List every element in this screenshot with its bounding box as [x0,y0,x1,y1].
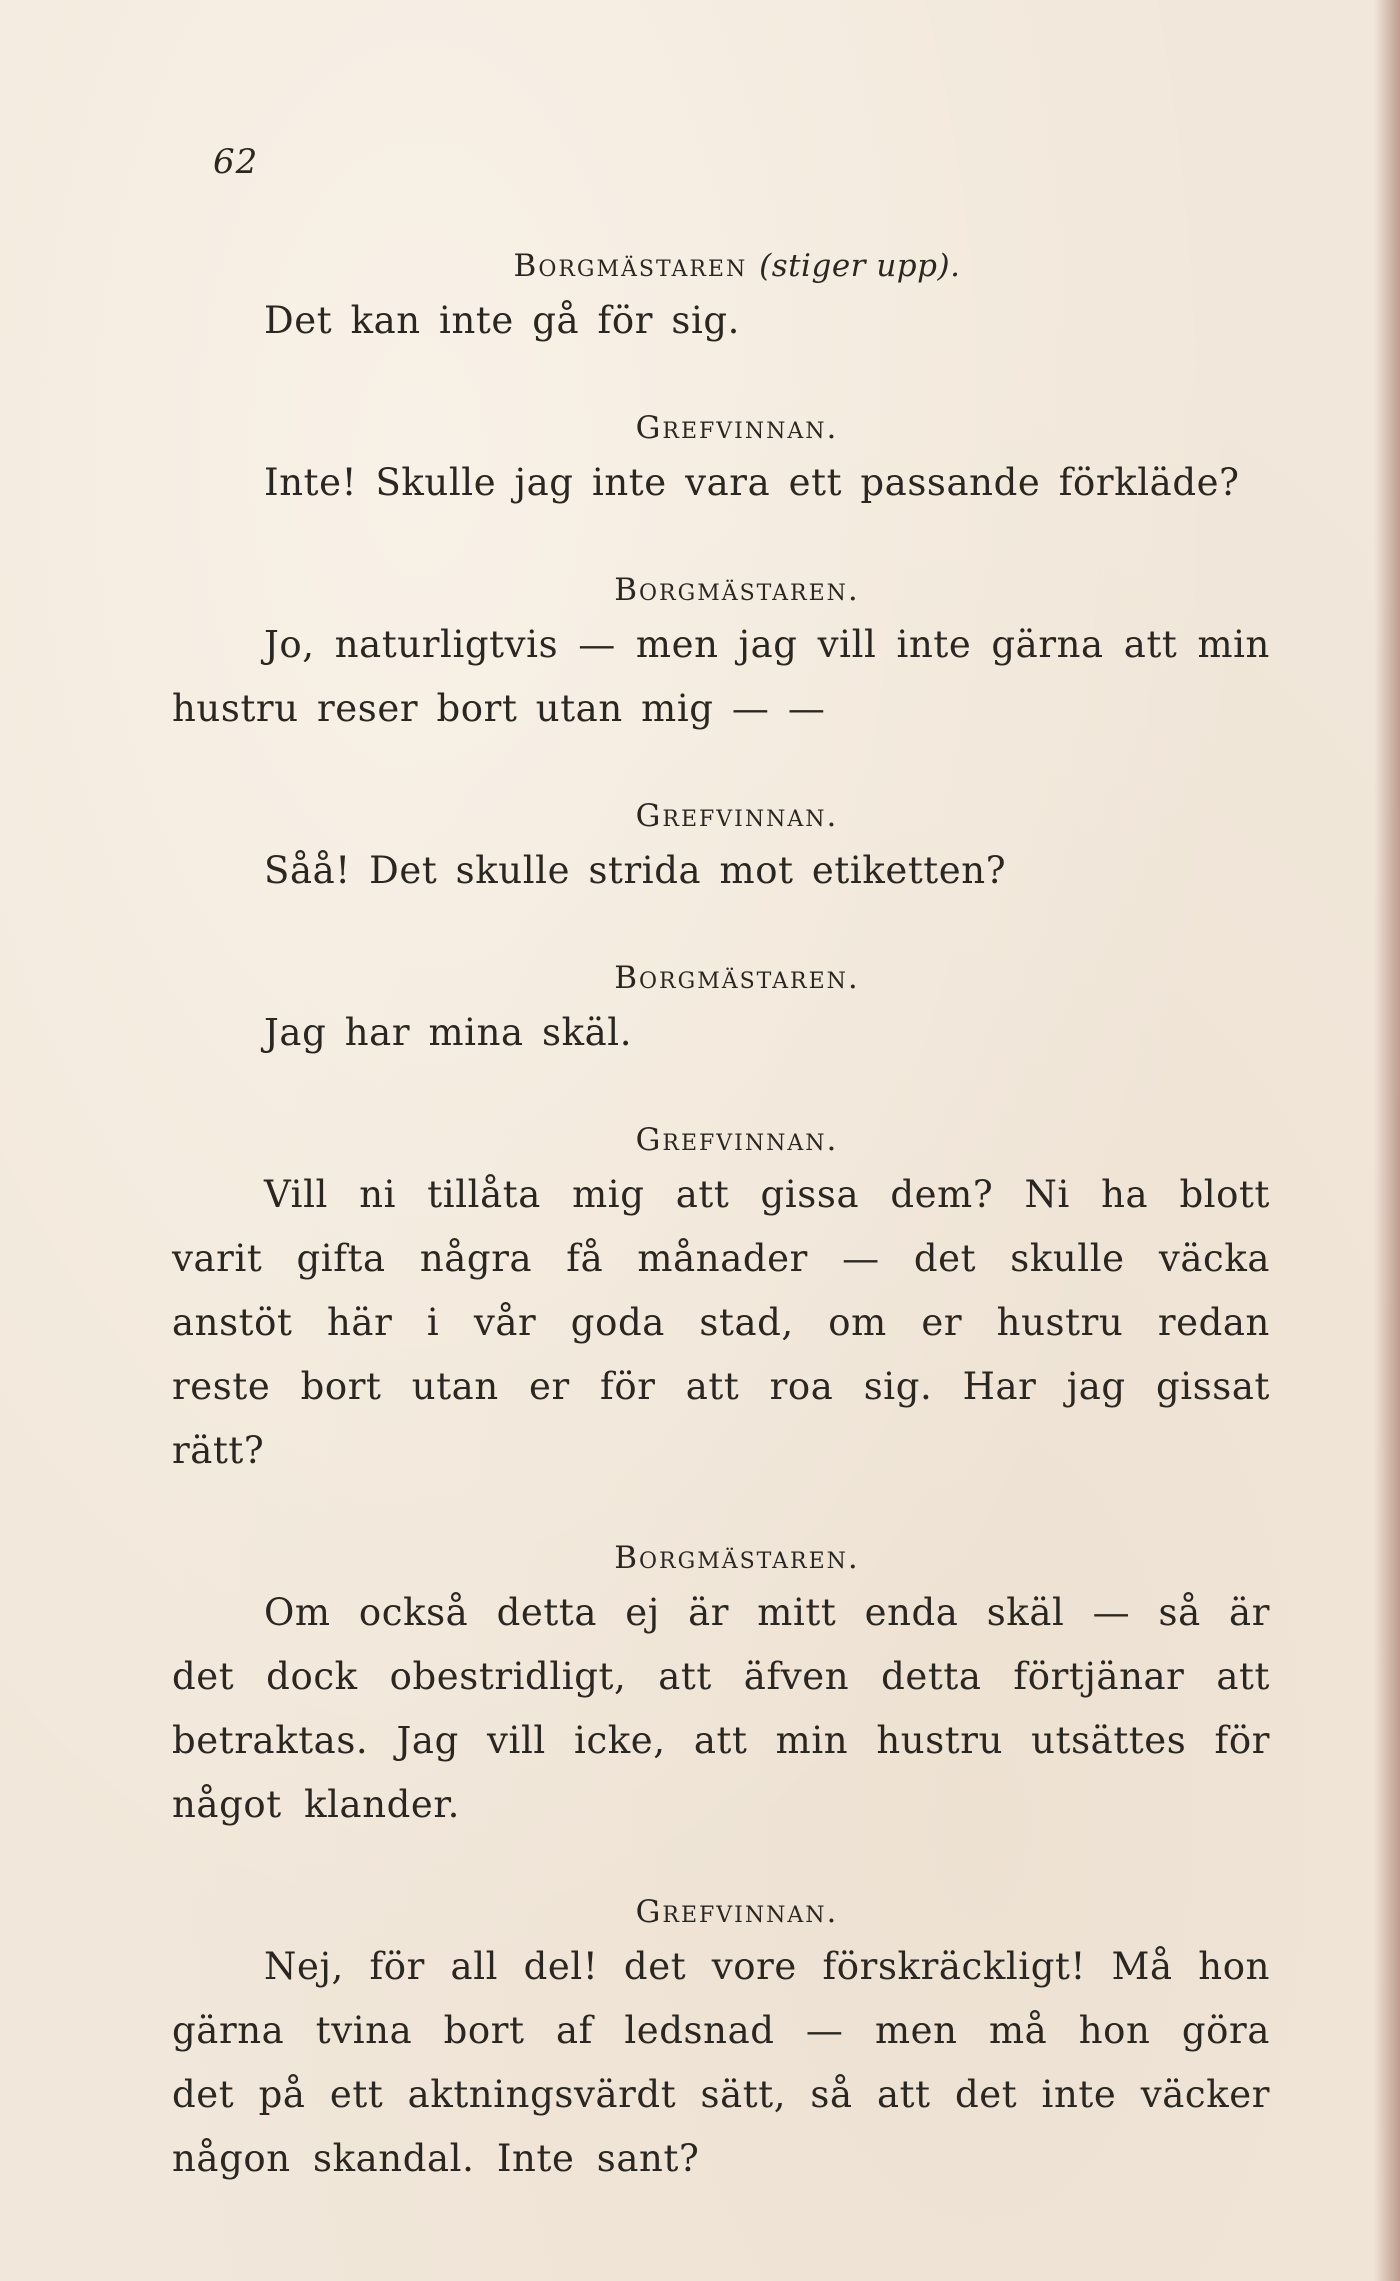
speech-paragraph: Såå! Det skulle strida mot etiketten? [264,849,1007,892]
speech-paragraph: Det kan inte gå för sig. [264,299,741,342]
speaker-name: Borgmästaren [513,248,748,284]
speech-paragraph: Om också detta ej är mitt enda skäl — så är det dock obestridligt, att äfven detta förtjänar att betraktas. Jag vill icke, att min hustru utsättes för något klander. [172,1591,1270,1826]
speaker-heading [172,243,1270,289]
speaker-heading: Borgmästaren. [614,960,860,996]
page-number: 62 [213,142,259,182]
dialogue-text [172,243,1270,2191]
speaker-heading: Grefvinnan. [635,798,839,834]
speech-paragraph: Nej, för all del! det vore förskräckligt! Må hon gärna tvina bort af ledsnad — men må hon göra det på ett aktningsvärdt sätt, så att det inte väcker någon skandal. Inte sant? [172,1945,1270,2180]
speaker-heading: Grefvinnan. [635,1122,839,1158]
speech-paragraph: Inte! Skulle jag inte vara ett passande förkläde? [264,461,1240,504]
speech-paragraph: Jag har mina skäl. [264,1011,633,1054]
speaker-heading: Borgmästaren. [614,572,860,608]
speaker-heading: Grefvinnan. [635,1894,839,1930]
page-edge-shadow [1374,0,1400,2281]
stage-direction: (stiger upp). [759,248,961,284]
speaker-heading: Borgmästaren. [614,1540,860,1576]
speech-paragraph: Vill ni tillåta mig att gissa dem? Ni ha blott varit gifta några få månader — det skulle väcka anstöt här i vår goda stad, om er hustru redan reste bort utan er för att roa sig. Har jag gissat rätt? [172,1173,1270,1472]
speech-paragraph: Jo, naturligtvis — men jag vill inte gärna att min hustru reser bort utan mig — — [172,623,1270,730]
speaker-heading: Grefvinnan. [635,410,839,446]
